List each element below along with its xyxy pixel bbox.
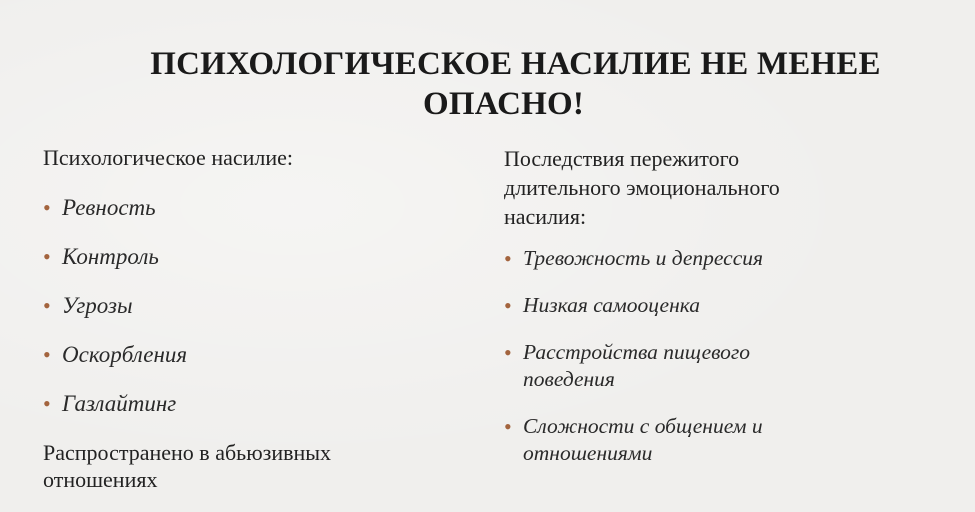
left-footer-line-2: отношениях xyxy=(43,467,158,492)
list-item-label: Угрозы xyxy=(62,293,133,318)
right-heading-line-3: насилия: xyxy=(504,204,587,229)
list-item-label: Тревожность и депрессия xyxy=(523,246,764,270)
list-item-label-line-1: Сложности с общением и xyxy=(523,414,763,438)
list-item xyxy=(43,243,463,292)
right-heading-line-2: длительного эмоционального xyxy=(504,175,780,200)
list-item-label: Ревность xyxy=(62,195,156,220)
slide-title-line-2: ОПАСНО! xyxy=(422,86,585,122)
list-item xyxy=(504,339,944,393)
bullet-icon: • xyxy=(43,391,51,416)
bullet-icon: • xyxy=(43,195,51,220)
list-item-label: Низкая самооценка xyxy=(523,293,701,317)
left-column xyxy=(43,144,463,493)
right-heading-line-1: Последствия пережитого xyxy=(504,146,740,171)
bullet-icon: • xyxy=(504,246,512,271)
list-item xyxy=(504,245,944,272)
list-item-label-line-1: Расстройства пищевого xyxy=(523,340,751,364)
list-item xyxy=(43,292,463,341)
left-list xyxy=(43,194,463,439)
bullet-icon: • xyxy=(43,342,51,367)
right-heading xyxy=(504,144,944,231)
right-list xyxy=(504,245,944,467)
list-item-label: Газлайтинг xyxy=(62,391,177,416)
list-item-label-line-2: отношениями xyxy=(523,441,653,465)
right-column xyxy=(504,144,944,487)
bullet-icon: • xyxy=(504,340,512,365)
list-item xyxy=(504,292,944,319)
left-footer-note xyxy=(43,439,463,493)
list-item xyxy=(43,390,463,439)
bullet-icon: • xyxy=(43,293,51,318)
left-footer-line-1: Распространено в абьюзивных xyxy=(43,440,332,465)
left-heading: Психологическое насилие: xyxy=(43,145,294,170)
bullet-icon: • xyxy=(504,414,512,439)
list-item xyxy=(43,341,463,390)
list-item-label: Контроль xyxy=(62,244,159,269)
bullet-icon: • xyxy=(504,293,512,318)
list-item xyxy=(504,413,944,467)
bullet-icon: • xyxy=(43,244,51,269)
slide-title-line-1: ПСИХОЛОГИЧЕСКОЕ НАСИЛИЕ НЕ МЕНЕЕ xyxy=(150,46,881,82)
list-item-label-line-2: поведения xyxy=(523,367,615,391)
list-item-label: Оскорбления xyxy=(62,342,188,367)
list-item xyxy=(43,194,463,243)
